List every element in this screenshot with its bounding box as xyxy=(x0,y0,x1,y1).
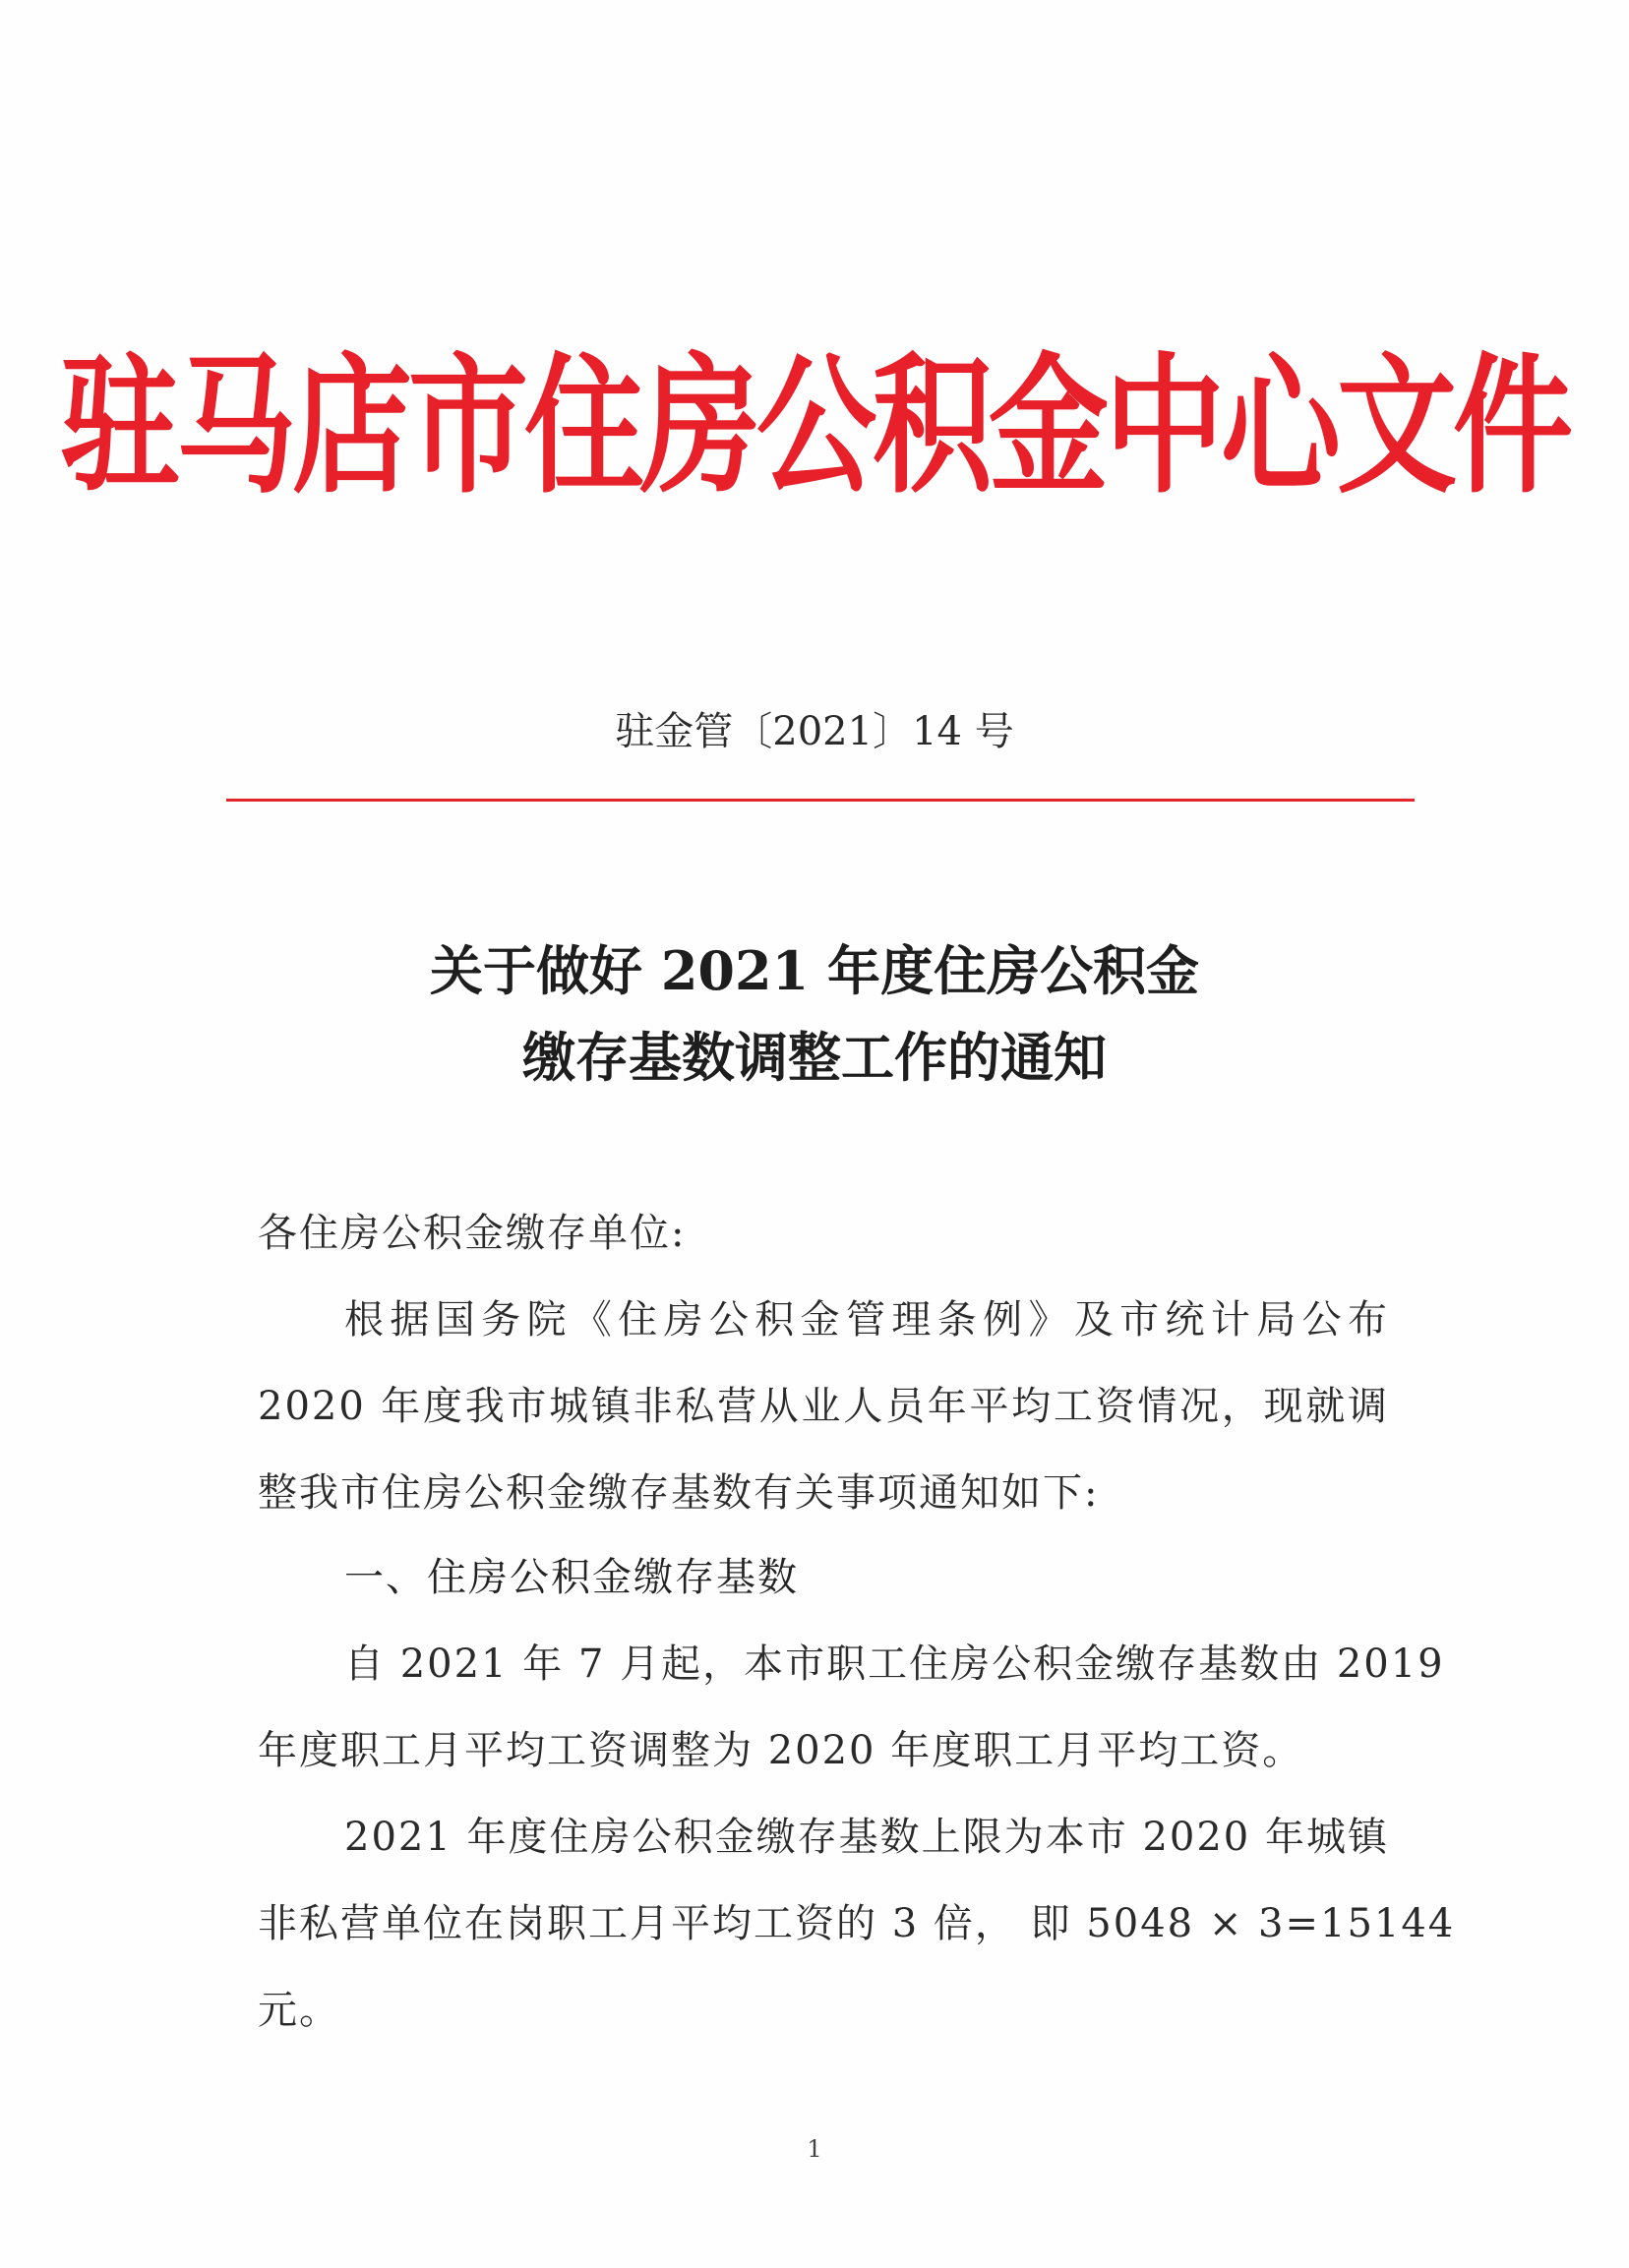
paragraph-2-line-1: 自 2021 年 7 月起，本市职工住房公积金缴存基数由 2019 xyxy=(344,1641,1445,1687)
page-number: 1 xyxy=(807,2135,822,2163)
document-number: 驻金管〔2021〕14 号 xyxy=(615,709,1014,754)
salutation: 各住房公积金缴存单位: xyxy=(258,1211,687,1256)
notice-title-line-2: 缴存基数调整工作的通知 xyxy=(522,1026,1107,1089)
paragraph-2-line-2: 年度职工月平均工资调整为 2020 年度职工月平均工资。 xyxy=(258,1728,1304,1773)
red-separator-line xyxy=(226,799,1415,802)
notice-title-line-1: 关于做好 2021 年度住房公积金 xyxy=(430,939,1199,1002)
paragraph-3-line-2: 非私营单位在岗职工月平均工资的 3 倍， 即 5048 × 3=15144 xyxy=(258,1901,1456,1946)
paragraph-1-line-1: 根据国务院《住房公积金管理条例》及市统计局公布 xyxy=(344,1297,1389,1343)
section-1-heading: 一、住房公积金缴存基数 xyxy=(344,1555,799,1600)
paragraph-3-line-3: 元。 xyxy=(258,1988,340,2033)
paragraph-1-line-2: 2020 年度我市城镇非私营从业人员年平均工资情况，现就调 xyxy=(258,1384,1389,1429)
paragraph-3-line-1: 2021 年度住房公积金缴存基数上限为本市 2020 年城镇 xyxy=(344,1815,1389,1860)
issuing-authority-header: 驻马店市住房公积金中心文件 xyxy=(60,339,1569,514)
paragraph-1-line-3: 整我市住房公积金缴存基数有关事项通知如下: xyxy=(258,1470,1100,1516)
